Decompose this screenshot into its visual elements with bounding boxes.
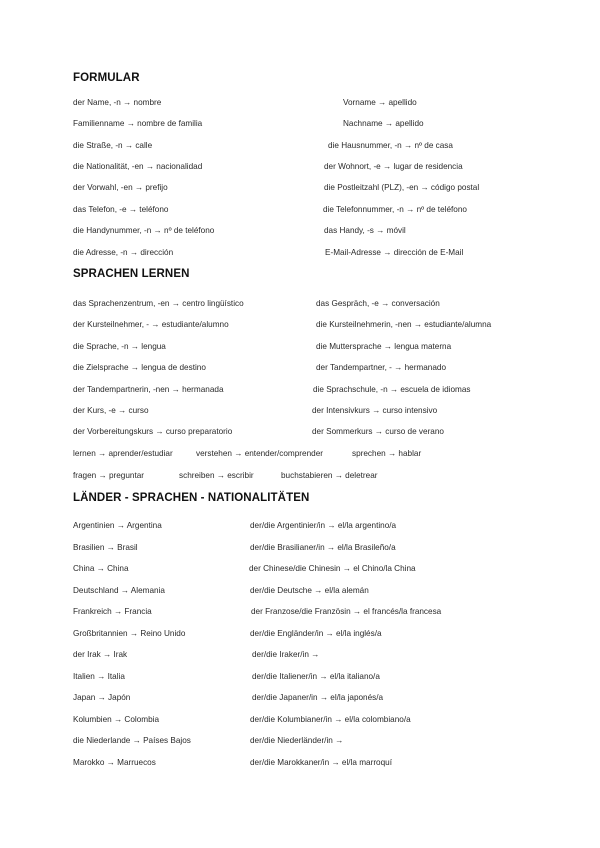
vocab-entry: die Hausnummer, -n → nº de casa [328,141,453,150]
vocab-entry: der/die Deutsche → el/la alemán [250,586,369,595]
vocab-entry: Frankreich → Francia [73,607,152,616]
vocab-entry: die Sprache, -n → lengua [73,342,166,351]
vocab-entry: der/die Brasilianer/in → el/la Brasileño/a [250,543,396,552]
vocab-entry: der Wohnort, -e → lugar de residencia [324,162,463,171]
verb-entry: fragen → preguntar [73,471,145,480]
vocab-entry: der/die Marokkaner/in → el/la marroquí [250,758,392,767]
vocab-entry: der Franzose/die Französin → el francés/la francesa [251,607,442,616]
section-title-laender: LÄNDER - SPRACHEN - NATIONALITÄTEN [73,492,310,504]
vocab-entry: die Kursteilnehmerin, -nen → estudiante/alumna [316,320,492,329]
vocab-entry: der Kursteilnehmer, - → estudiante/alumno [73,320,229,329]
vocab-entry: die Adresse, -n → dirección [73,248,174,257]
vocab-entry: der/die Japaner/in → el/la japonés/a [252,693,384,702]
vocab-entry: Vorname → apellido [343,98,417,107]
section-title-sprachen-lernen: SPRACHEN LERNEN [73,268,190,280]
vocab-entry: Kolumbien → Colombia [73,715,160,724]
vocab-entry: die Postleitzahl (PLZ), -en → código postal [324,183,480,192]
vocab-entry: E-Mail-Adresse → dirección de E-Mail [325,248,464,257]
vocab-entry: der Tandempartner, - → hermanado [316,363,447,372]
vocab-entry: der Irak → Irak [73,650,128,659]
vocab-entry: der Vorwahl, -en → prefijo [73,183,168,192]
verb-entry: sprechen → hablar [352,449,422,458]
vocab-entry: die Nationalität, -en → nacionalidad [73,162,203,171]
verb-entry: buchstabieren → deletrear [281,471,378,480]
vocab-entry: Argentinien → Argentina [73,521,162,530]
vocab-entry: der/die Engländer/in → el/la inglés/a [250,629,382,638]
vocab-entry: der/die Argentinier/in → el/la argentino/a [250,521,397,530]
vocab-entry: Japan → Japón [73,693,131,702]
vocab-entry: der/die Iraker/in → [252,650,320,659]
vocab-entry: der Vorbereitungskurs → curso preparatorio [73,427,233,436]
vocab-entry: der/die Niederländer/in → [250,736,344,745]
vocab-entry: das Telefon, -e → teléfono [73,205,169,214]
vocab-entry: der Kurs, -e → curso [73,406,149,415]
vocab-entry: der Intensivkurs → curso intensivo [312,406,438,415]
vocab-entry: Deutschland → Alemania [73,586,165,595]
vocab-entry: die Zielsprache → lengua de destino [73,363,206,372]
vocab-entry: die Muttersprache → lengua materna [316,342,452,351]
vocab-entry: die Niederlande → Países Bajos [73,736,191,745]
vocab-entry: Brasilien → Brasil [73,543,138,552]
section-title-formular: FORMULAR [73,72,140,84]
vocab-entry: Nachname → apellido [343,119,424,128]
vocab-entry: der Sommerkurs → curso de verano [312,427,444,436]
vocab-entry: Familienname → nombre de familia [73,119,203,128]
verb-entry: verstehen → entender/comprender [196,449,323,458]
vocab-entry: Großbritannien → Reino Unido [73,629,186,638]
vocab-entry: das Handy, -s → móvil [324,226,406,235]
vocab-entry: der Chinese/die Chinesin → el Chino/la China [249,564,416,573]
vocab-entry: die Straße, -n → calle [73,141,153,150]
verb-entry: schreiben → escribir [179,471,254,480]
vocab-entry: das Sprachenzentrum, -en → centro lingüístico [73,299,244,308]
vocab-entry: Italien → Italia [73,672,125,681]
vocab-entry: der Name, -n → nombre [73,98,162,107]
vocab-entry: die Handynummer, -n → nº de teléfono [73,226,215,235]
verb-entry: lernen → aprender/estudiar [73,449,173,458]
vocab-entry: die Telefonnummer, -n → nº de teléfono [323,205,467,214]
vocab-entry: das Gespräch, -e → conversación [316,299,440,308]
vocab-entry: Marokko → Marruecos [73,758,156,767]
vocab-entry: der/die Kolumbianer/in → el/la colombiano/a [250,715,411,724]
vocab-entry: der/die Italiener/in → el/la italiano/a [252,672,380,681]
vocab-entry: die Sprachschule, -n → escuela de idiomas [313,385,471,394]
vocab-entry: China → China [73,564,129,573]
vocab-entry: der Tandempartnerin, -nen → hermanada [73,385,224,394]
